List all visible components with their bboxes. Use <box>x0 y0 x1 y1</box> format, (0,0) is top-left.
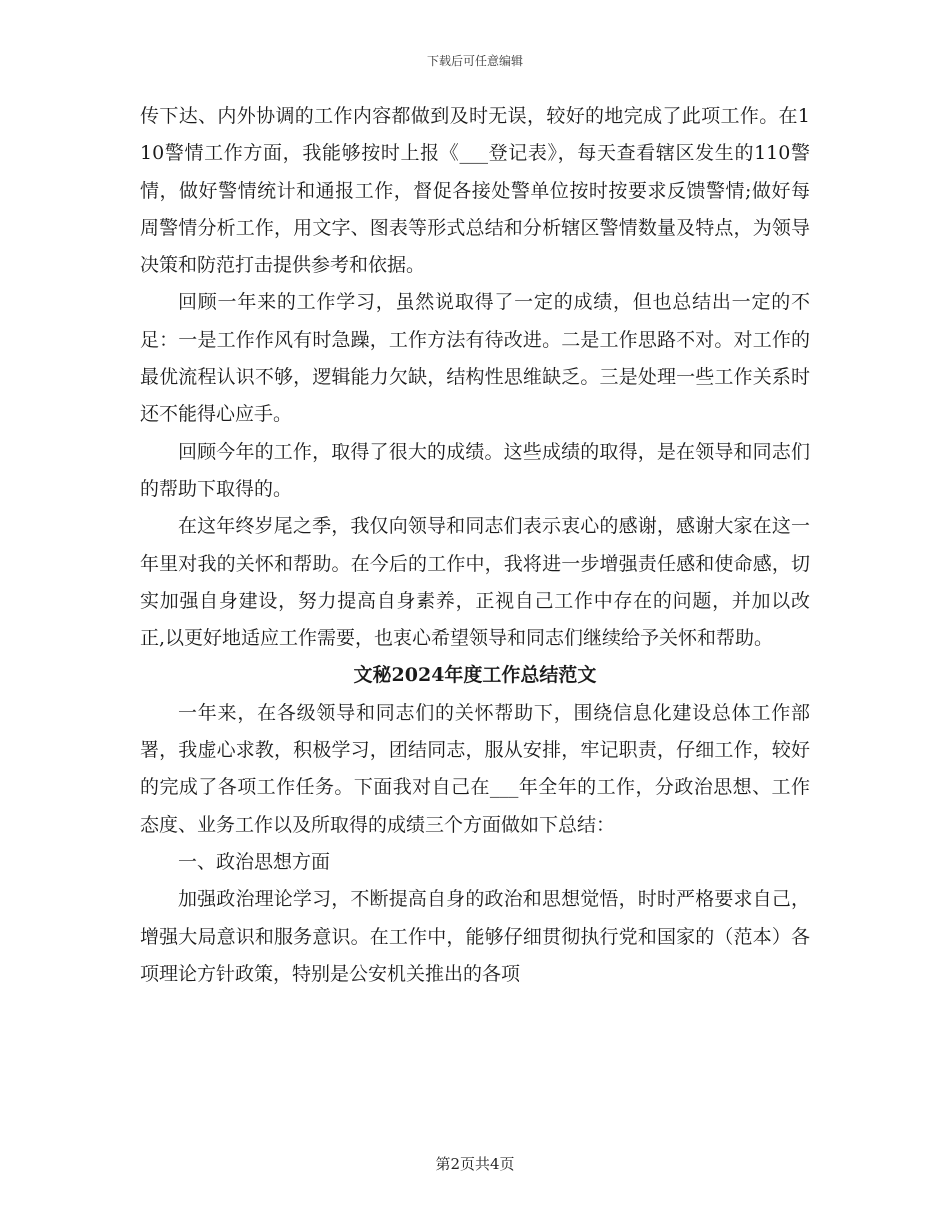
page-header: 下载后可任意编辑 <box>426 54 523 68</box>
document-body <box>140 98 810 993</box>
paragraph-achievements: 回顾今年的工作，取得了很大的成绩。这些成绩的取得，是在领导和同志们的帮助下取得的。 <box>140 440 810 500</box>
section-title: 文秘2024年度工作总结范文 <box>353 664 597 687</box>
paragraph-continuation: 传下达、内外协调的工作内容都做到及时无误，较好的地完成了此项工作。在110警情工作方面，我能够按时上报《___登记表》，每天查看辖区发生的110警情，做好警情统计和通报工作，督促各接处警单位按时按要求反馈警情;做好每周警情分析工作，用文字、图表等形式总结和分析辖区警情数量及特点，为领导决策和防范打击提供参考和依据。 <box>140 105 810 277</box>
paragraph-shortcomings: 回顾一年来的工作学习，虽然说取得了一定的成绩，但也总结出一定的不足：一是工作作风有时急躁，工作方法有待改进。二是工作思路不对。对工作的最优流程认识不够，逻辑能力欠缺，结构性思维缺乏。三是处理一些工作关系时还不能得心应手。 <box>140 291 810 426</box>
subheading-political: 一、政治思想方面 <box>178 850 331 873</box>
paragraph-thanks: 在这年终岁尾之季，我仅向领导和同志们表示衷心的感谢，感谢大家在这一年里对我的关怀和帮助。在今后的工作中，我将进一步增强责任感和使命感，切实加强自身建设，努力提高自身素养，正视自己工作中存在的问题，并加以改正,以更好地适应工作需要，也衷心希望领导和同志们继续给予关怀和帮助。 <box>140 515 810 650</box>
page-number: 第2页共4页 <box>435 1155 515 1173</box>
paragraph-political: 加强政治理论学习，不断提高自身的政治和思想觉悟，时时严格要求自己，增强大局意识和服务意识。在工作中，能够仔细贯彻执行党和国家的（范本）各项理论方针政策，特别是公安机关推出的各项 <box>140 888 810 985</box>
paragraph-intro: 一年来，在各级领导和同志们的关怀帮助下，围绕信息化建设总体工作部署，我虚心求教，积极学习，团结同志，服从安排，牢记职责，仔细工作，较好的完成了各项工作任务。下面我对自己在___年全年的工作，分政治思想、工作态度、业务工作以及所取得的成绩三个方面做如下总结： <box>140 701 810 836</box>
